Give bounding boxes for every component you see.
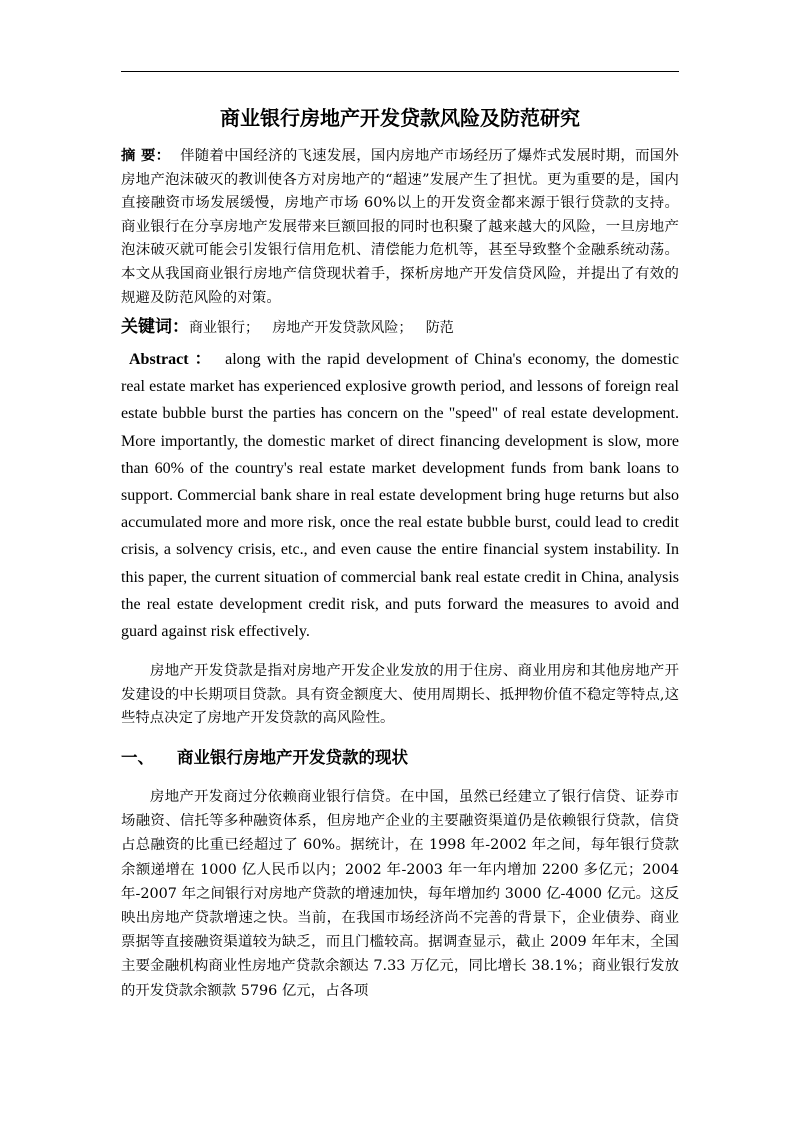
abstract-en-label: Abstract ： bbox=[129, 351, 213, 368]
keywords bbox=[121, 312, 679, 337]
keywords-label: 关键词： bbox=[121, 317, 189, 337]
section-number: 一、 bbox=[121, 748, 154, 767]
paper-title: 商业银行房地产开发贷款风险及防范研究 bbox=[220, 106, 580, 130]
section-paragraph: 房地产开发商过分依赖商业银行信贷。在中国，虽然已经建立了银行信贷、证券市场融资、信托等多种融资体系，但房地产企业的主要融资渠道仍是依赖银行贷款，信贷占总融资的比重已经超过了 60%。据统计，在 1998 年-2002 年之间，每年银行贷款余额递增在 1000 亿人民币以内；2002 年-2003 年一年内增加 2200 多亿元；2004 年-2007 年之间银行对房地产贷款的增速加快，每年增加约 3000 亿-4000 亿元。这反映出房地产贷款增速之快。当前，在我国市场经济尚不完善的背景下，企业债券、商业票据等直接融资渠道较为缺乏，而且门槛较高。据调查显示，截止 2009 年年末，全国主要金融机构商业性房地产贷款余额达 7.33 万亿元，同比增长 38.1%；商业银行发放的开发贷款余额款 5796 亿元，占各项 bbox=[121, 789, 679, 999]
section-heading bbox=[121, 744, 679, 768]
keywords-items: 商业银行； 房地产开发贷款风险； 防范 bbox=[189, 320, 454, 336]
intro-paragraph: 房地产开发贷款是指对房地产开发企业发放的用于住房、商业用房和其他房地产开发建设的中长期项目贷款。具有资金额度大、使用周期长、抵押物价值不稳定等特点,这些特点决定了房地产开发贷款的高风险性。 bbox=[121, 663, 679, 727]
section-title: 商业银行房地产开发贷款的现状 bbox=[177, 748, 408, 767]
abstract-zh-label: 摘 要： bbox=[121, 147, 171, 164]
abstract-zh-text: 伴随着中国经济的飞速发展，国内房地产市场经历了爆炸式发展时期，而国外房地产泡沫破灭的教训使各方对房地产的“超速”发展产生了担忧。更为重要的是，国内直接融资市场发展缓慢，房地产市场 60%以上的开发资金都来源于银行贷款的支持。商业银行在分享房地产发展带来巨额回报的同时也积聚了越来越大的风险，一旦房地产泡沫破灭就可能会引发银行信用危机、清偿能力危机等，甚至导致整个金融系统动荡。本文从我国商业银行房地产信贷现状着手，探析房地产开发信贷风险，并提出了有效的规避及防范风险的对策。 bbox=[121, 148, 679, 306]
abstract-en bbox=[121, 346, 679, 645]
header-rule bbox=[121, 71, 679, 72]
abstract-en-text: along with the rapid development of China's economy, the domestic real estate market has experienced explosive growth period, and lessons of foreign real estate bubble burst the parties has concern on the "speed" of real estate development. More importantly, the domestic market of direct financing development is slow, more than 60% of the country's real estate market development funds from bank loans to support. Commercial bank share in real estate development bring huge returns but also accumulated more and more risk, once the real estate bubble burst, could lead to credit crisis, a solvency crisis, etc., and even cause the entire financial system instability. In this paper, the current situation of commercial bank real estate credit in China, analysis the real estate development credit risk, and puts forward the measures to avoid and guard against risk effectively. bbox=[121, 351, 679, 641]
abstract-zh bbox=[121, 144, 679, 310]
